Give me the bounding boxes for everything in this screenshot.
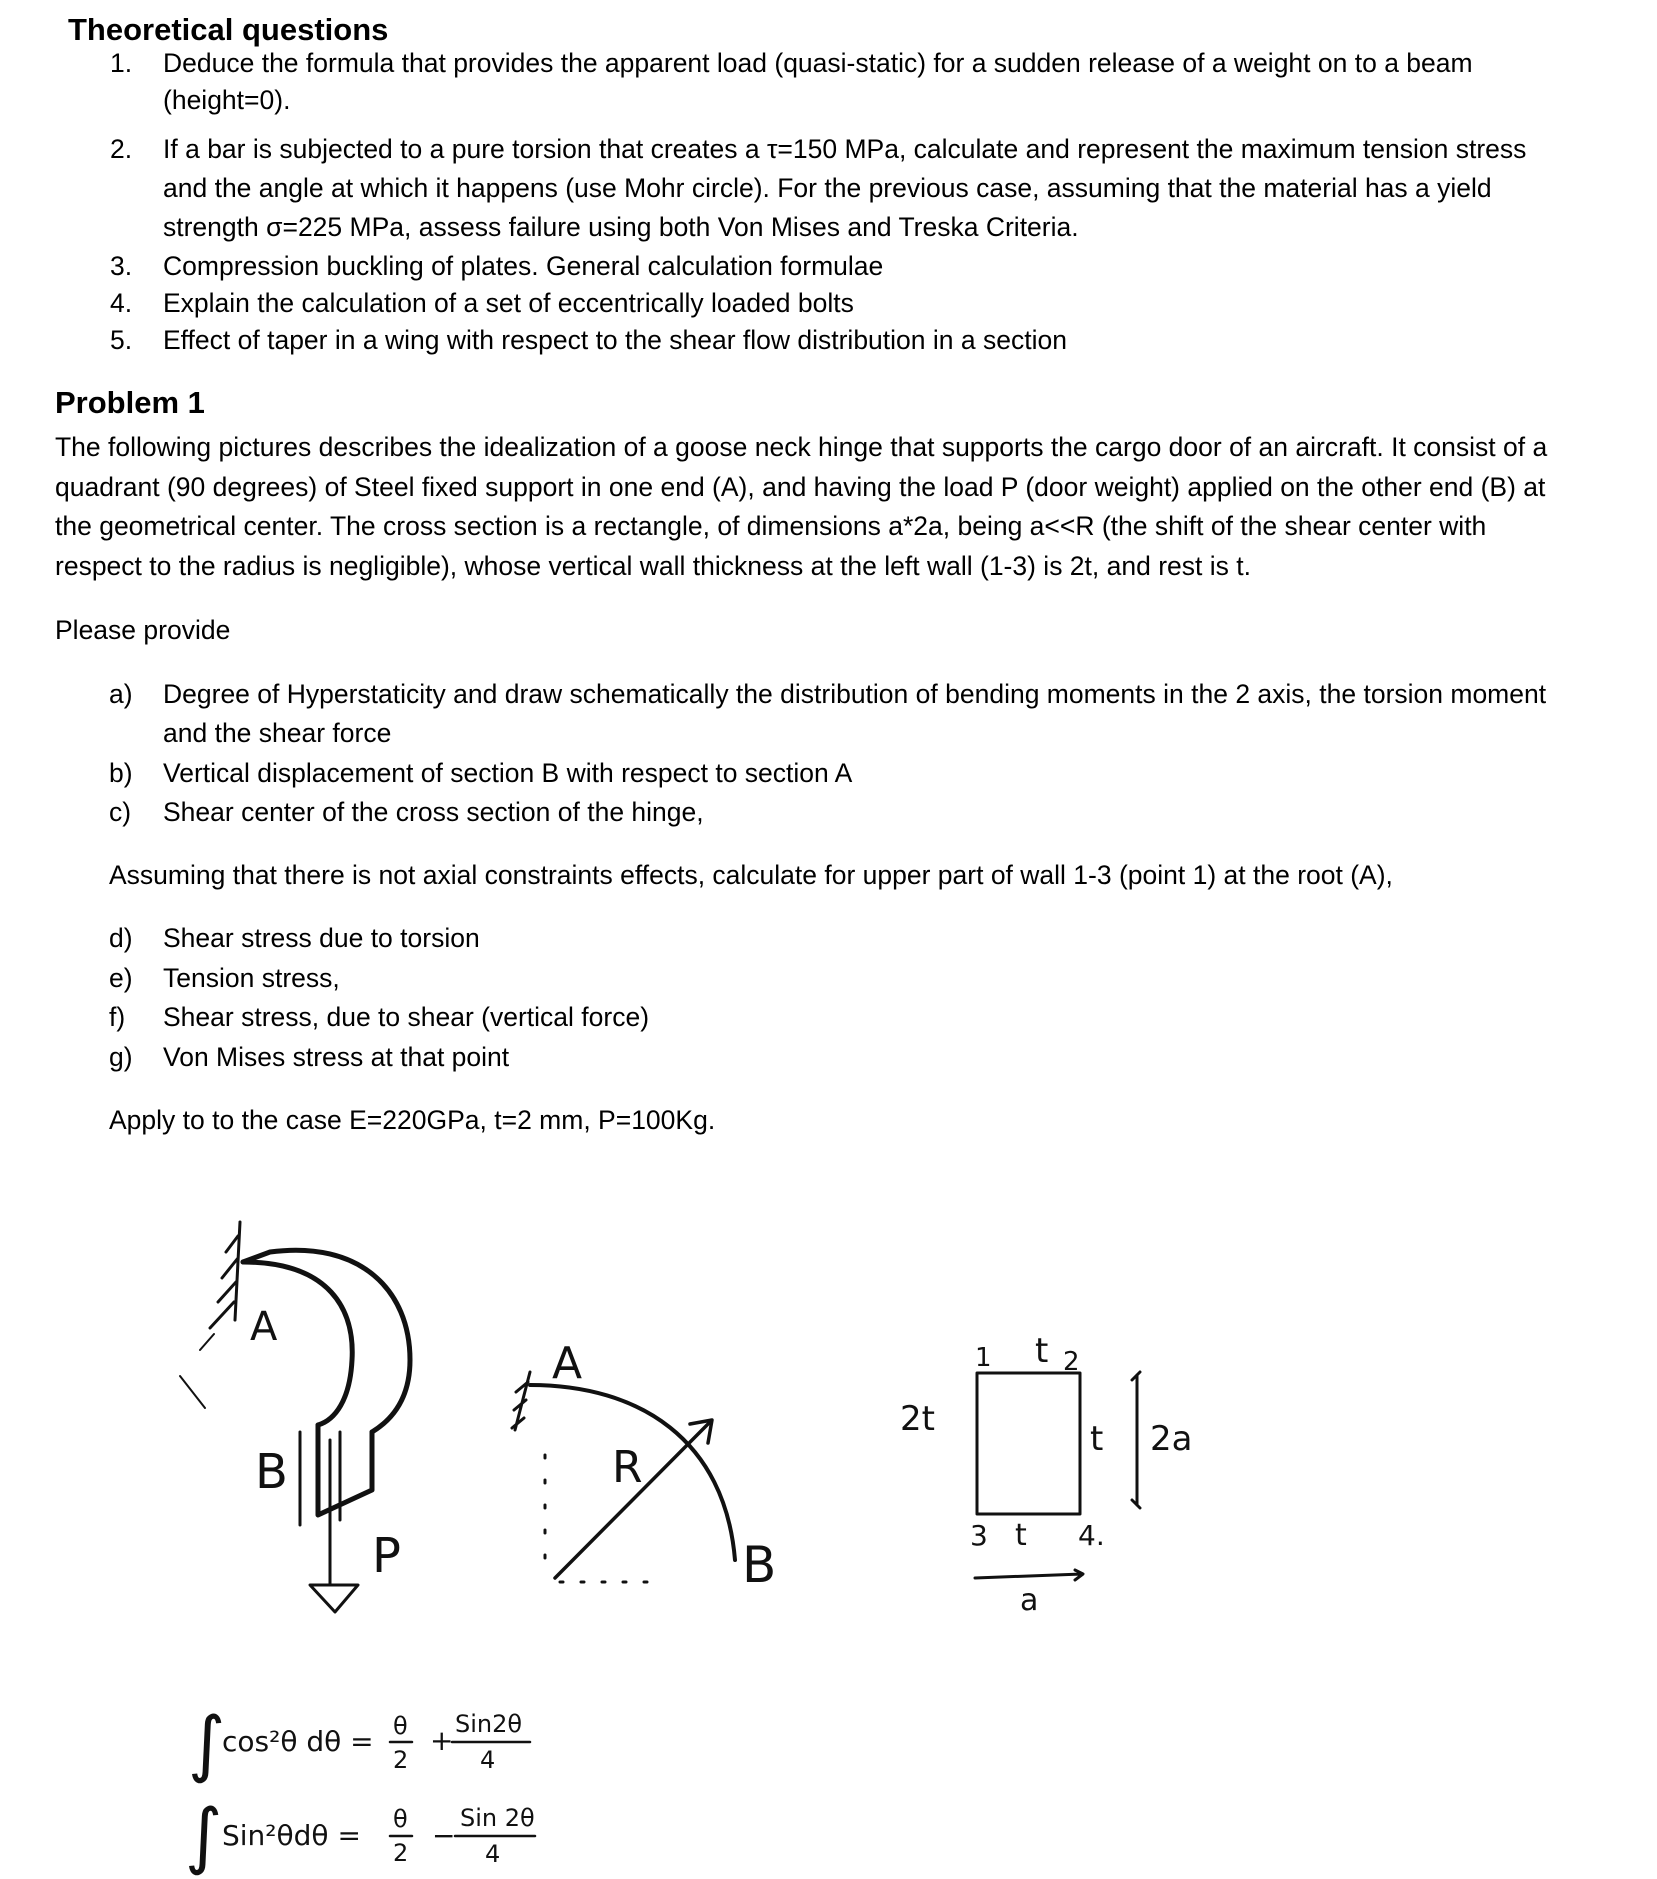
part-text: Vertical displacement of section B with respect to section A [163, 758, 853, 788]
quadrant-label-b: B [742, 1536, 777, 1594]
intro-line: The following pictures describes the idealization of a goose neck hinge that supports the cargo door of an aircraft. It consist of a [55, 432, 1548, 462]
item-text: Explain the calculation of a set of eccentrically loaded bolts [163, 288, 854, 318]
item-number: 1. [110, 48, 133, 78]
part-label: a) [109, 679, 133, 709]
item-text: (height=0). [163, 85, 291, 115]
frac-1b-num: Sin2θ [455, 1710, 523, 1738]
hinge-label-b: B [255, 1444, 288, 1500]
integral-formulas [185, 1701, 535, 1877]
section-a: a [1020, 1583, 1039, 1618]
section-2t: 2t [900, 1399, 935, 1439]
theoretical-heading: Theoretical questions [68, 12, 389, 47]
section-t-right: t [1090, 1419, 1104, 1459]
integral-sign-1: ∫ [188, 1701, 226, 1785]
plus-sign: + [430, 1724, 454, 1757]
item-text: Deduce the formula that provides the apparent load (quasi-static) for a sudden release of a weight on to a beam [163, 48, 1473, 78]
quadrant-label-r: R [612, 1442, 643, 1493]
hinge-label-a: A [250, 1304, 278, 1350]
section-point-3: 3 [970, 1519, 988, 1552]
integral-sign-2: ∫ [185, 1793, 223, 1877]
section-point-2: 2 [1063, 1347, 1080, 1377]
part-text: Degree of Hyperstaticity and draw schematically the distribution of bending moments in the 2 axis, the torsion moment [163, 679, 1547, 709]
section-2a: 2a [1150, 1419, 1193, 1459]
frac-1a-num: θ [393, 1712, 408, 1740]
problem-heading: Problem 1 [55, 385, 205, 420]
item-number: 4. [110, 288, 133, 318]
part-text: Von Mises stress at that point [163, 1042, 510, 1072]
quadrant-sketch [512, 1338, 776, 1594]
part-label: e) [109, 963, 133, 993]
frac-1a-den: 2 [393, 1746, 409, 1774]
frac-2a-num: θ [393, 1805, 408, 1833]
part-label: d) [109, 923, 133, 953]
part-text: Shear center of the cross section of the hinge, [163, 797, 704, 827]
item-number: 2. [110, 134, 133, 164]
assuming-text: Assuming that there is not axial constraints effects, calculate for upper part of wall 1-3 (point 1) at the root (A), [109, 860, 1393, 890]
please-provide: Please provide [55, 615, 231, 645]
part-text: and the shear force [163, 718, 392, 748]
frac-2b-den: 4 [485, 1840, 501, 1868]
intro-line: respect to the radius is negligible), whose vertical wall thickness at the left wall (1-3) is 2t, and rest is t. [55, 551, 1251, 581]
quadrant-label-a: A [552, 1338, 583, 1389]
item-text: and the angle at which it happens (use Mohr circle). For the previous case, assuming that the material has a yield [163, 173, 1492, 203]
frac-2a-den: 2 [393, 1839, 409, 1867]
formula-2-left: Sin²θdθ = [222, 1819, 361, 1852]
item-text: If a bar is subjected to a pure torsion that creates a τ=150 MPa, calculate and represent the maximum tension stress [163, 134, 1527, 164]
part-label: b) [109, 758, 133, 788]
part-label: c) [109, 797, 132, 827]
sketch-figures [0, 1170, 1657, 1879]
section-t-top: t [1035, 1331, 1049, 1371]
intro-line: the geometrical center. The cross section is a rectangle, of dimensions a*2a, being a<<R (the shift of the shear center with [55, 511, 1487, 541]
hinge-sketch [180, 1222, 410, 1612]
cross-section-sketch [900, 1331, 1192, 1618]
part-text: Tension stress, [163, 963, 340, 993]
item-text: Compression buckling of plates. General calculation formulae [163, 251, 884, 281]
part-label: g) [109, 1042, 133, 1072]
section-point-1: 1 [975, 1343, 992, 1373]
item-number: 5. [110, 325, 133, 355]
part-label: f) [109, 1002, 126, 1032]
minus-sign: − [432, 1819, 456, 1852]
load-label-p: P [372, 1528, 401, 1584]
section-t-bottom: t [1015, 1518, 1027, 1553]
item-text: strength σ=225 MPa, assess failure using both Von Mises and Treska Criteria. [163, 212, 1079, 242]
formula-1-left: cos²θ dθ = [222, 1725, 374, 1758]
frac-1b-den: 4 [480, 1746, 496, 1774]
item-number: 3. [110, 251, 133, 281]
section-point-4: 4. [1078, 1519, 1105, 1552]
item-text: Effect of taper in a wing with respect to the shear flow distribution in a section [163, 325, 1067, 355]
part-text: Shear stress due to torsion [163, 923, 480, 953]
part-text: Shear stress, due to shear (vertical force) [163, 1002, 650, 1032]
apply-text: Apply to to the case E=220GPa, t=2 mm, P=100Kg. [109, 1105, 716, 1135]
frac-2b-num: Sin 2θ [460, 1804, 535, 1832]
intro-line: quadrant (90 degrees) of Steel fixed support in one end (A), and having the load P (door weight) applied on the other end (B) at [55, 472, 1546, 502]
